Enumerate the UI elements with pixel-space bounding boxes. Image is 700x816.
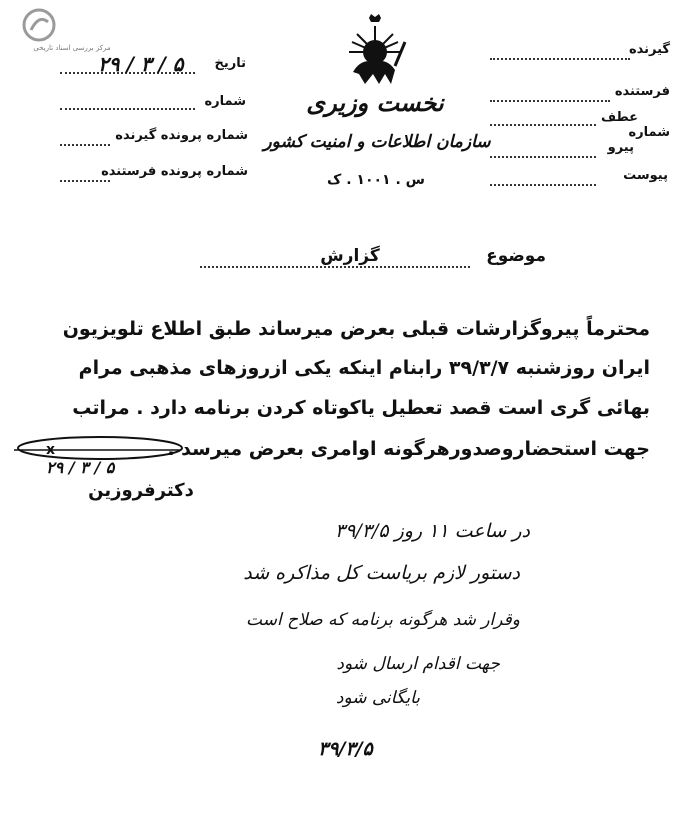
subject-value: گزارش (320, 246, 380, 266)
number-dotted-line (60, 108, 195, 110)
scribble-date: ۲۹ / ۳ / ۵ (46, 458, 115, 477)
follow-dotted-line (490, 156, 596, 158)
handwritten-note-line-1: در ساعت ۱۱ روز ۳۹/۳/۵ (334, 520, 530, 542)
handwritten-note-line-4: جهت اقدام ارسال شود (336, 654, 500, 674)
handwritten-note-line-5: بایگانی شود (335, 688, 420, 708)
sender-label: فرستنده (614, 84, 670, 99)
date-value: ۲۹ / ۳ / ۵ (98, 52, 184, 76)
follow-label: پیرو (607, 140, 634, 155)
receiver-label: گیرنده (628, 42, 670, 57)
attachment-dotted-line (490, 184, 596, 186)
svg-text:x: x (46, 442, 56, 458)
report-body-line-1: محترماً پیروگزارشات قبلی بعرض میرساند طبق اطلاع تلویزیون (62, 318, 650, 340)
number-right-label: شماره (628, 125, 670, 140)
signatory-name: دکترفروزین (88, 480, 194, 501)
archive-logo (22, 8, 56, 42)
report-body-line-2: ایران روزشنبه ۳۹/۳/۷ رابنام اینکه یکی ازروزهای مذهبی مرام (78, 357, 650, 379)
subject-dotted-line (200, 266, 470, 268)
receiver-dotted-line (490, 58, 630, 60)
ref-dotted-line (490, 124, 596, 126)
recipient-file-label: شماره پرونده گیرنده (115, 128, 248, 143)
ref-label: عطف (600, 110, 638, 125)
lion-and-sun-emblem (335, 12, 415, 92)
recipient-file-dotted-line (60, 144, 110, 146)
sender-file-dotted-line (60, 180, 110, 182)
archive-caption: مرکز بررسی اسناد تاریخی (33, 44, 111, 52)
prime-ministry-title: نخست وزیری (306, 88, 444, 117)
report-body-line-4: جهت استحضاروصدورهرگونه اوامری بعرض میرسد . (167, 438, 650, 460)
attachment-label: پیوست (623, 168, 668, 183)
sender-dotted-line (490, 100, 610, 102)
handwritten-note-line-3: وقرار شد هرگونه برنامه که صلاح است (246, 610, 520, 630)
report-body-line-3: بهائی گری است قصد تعطیل یاکوتاه کردن برنامه دارد . مراتب (72, 397, 650, 419)
subject-label: موضوع (486, 246, 546, 266)
number-label: شماره (204, 94, 246, 109)
document-code: س . ۱۰۰۱ . ک (327, 172, 425, 188)
handwritten-date: ۳۹/۳/۵ (318, 738, 373, 760)
sender-file-label: شماره پرونده فرستنده (101, 164, 248, 179)
date-label: تاریخ (214, 56, 246, 71)
organization-name: سازمان اطلاعات و امنیت کشور (263, 132, 491, 152)
handwritten-note-line-2: دستور لازم بریاست کل مذاکره شد (243, 562, 520, 584)
